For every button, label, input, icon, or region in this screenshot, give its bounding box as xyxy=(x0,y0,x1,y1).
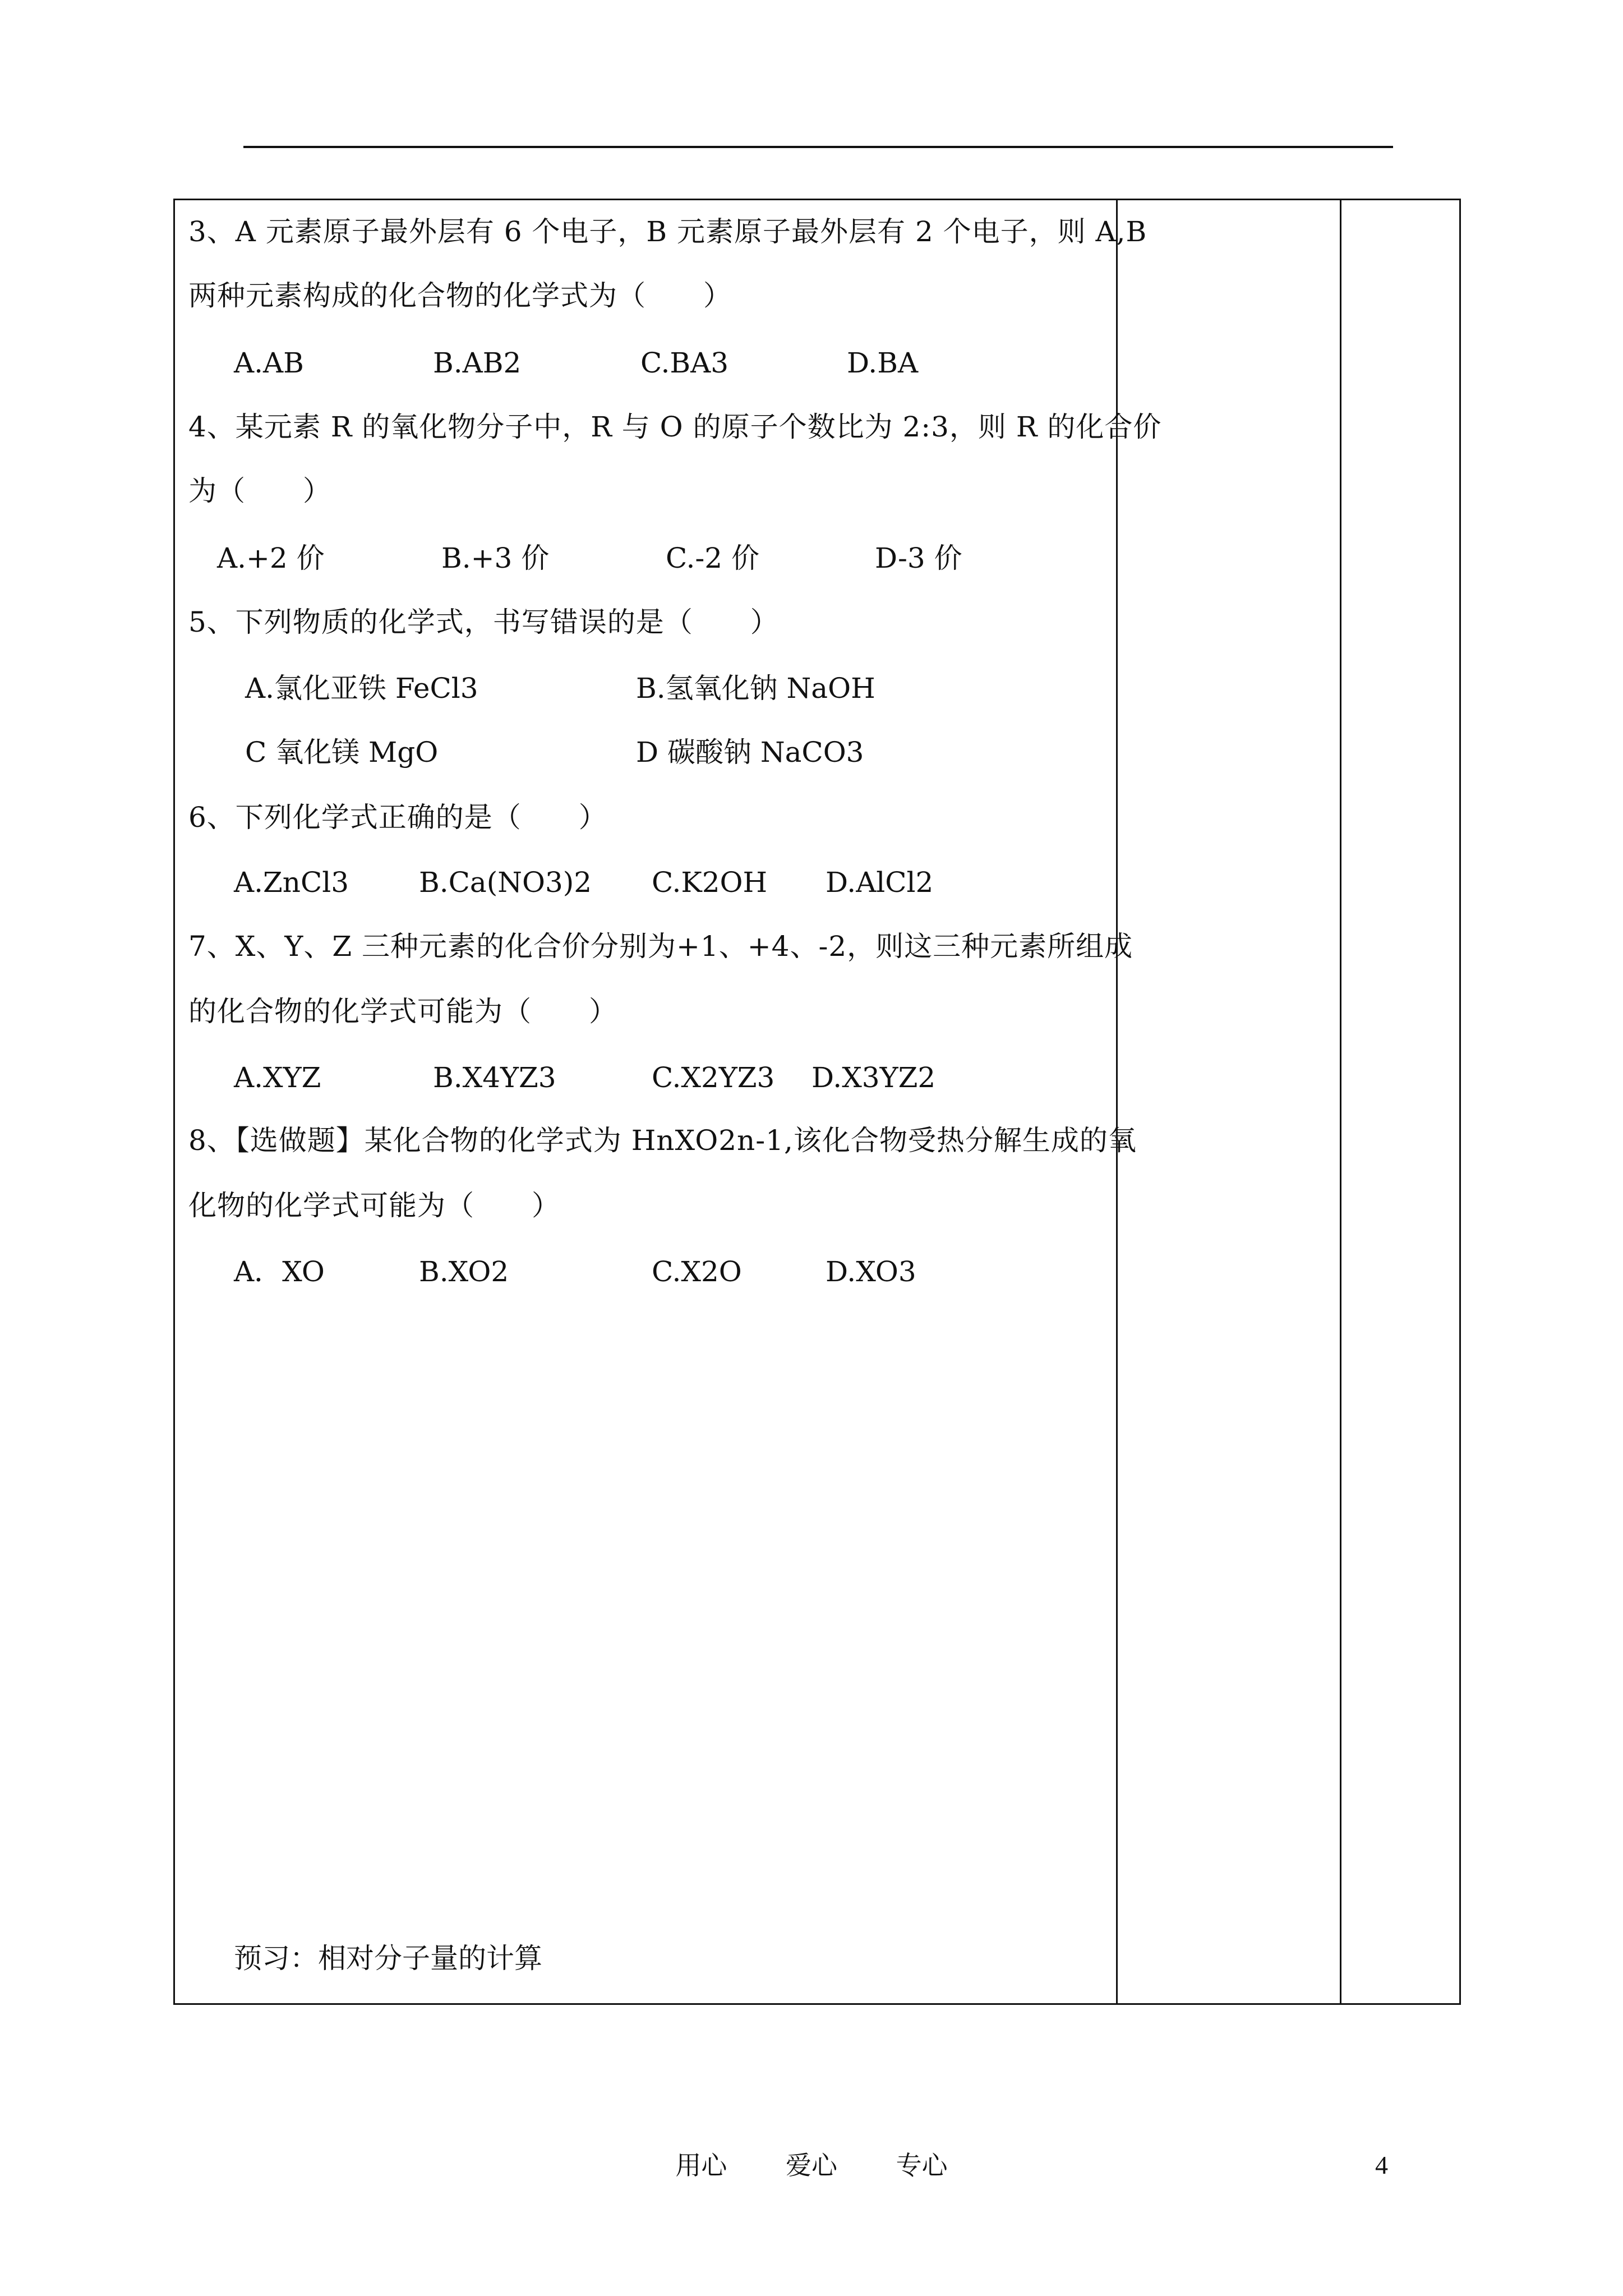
question-4-option-a: A.+2 价 xyxy=(217,542,325,574)
question-4-option-b: B.+3 价 xyxy=(441,542,550,574)
question-7-option-a: A.XYZ xyxy=(234,1061,321,1094)
question-3-option-b: B.AB2 xyxy=(433,347,522,379)
question-8-option-a: A．XO xyxy=(234,1255,325,1288)
question-6-option-c: C.K2OH xyxy=(652,866,768,899)
question-6-option-b: B.Ca(NO3)2 xyxy=(419,866,592,899)
question-7-option-d: D.X3YZ2 xyxy=(811,1061,936,1094)
question-4-option-d: D-3 价 xyxy=(875,542,962,574)
question-7-option-b: B.X4YZ3 xyxy=(433,1061,556,1094)
question-3-line-1: 3、A 元素原子最外层有 6 个电子，B 元素原子最外层有 2 个电子，则 A,B xyxy=(188,215,1147,248)
question-3-option-d: D.BA xyxy=(847,347,919,379)
question-8-option-d: D.XO3 xyxy=(826,1255,916,1288)
question-4-line-2: 为（ ） xyxy=(188,475,331,507)
worksheet-table xyxy=(173,199,1461,2005)
question-7-option-c: C.X2YZ3 xyxy=(652,1061,775,1094)
question-4-line-1: 4、某元素 R 的氧化物分子中，R 与 O 的原子个数比为 2:3，则 R 的化合价 xyxy=(188,411,1162,443)
question-5-line-1: 5、下列物质的化学式，书写错误的是（ ） xyxy=(188,606,779,638)
question-5-option-a: A.氯化亚铁 FeCl3 xyxy=(245,672,478,705)
question-6-line-1: 6、下列化学式正确的是（ ） xyxy=(188,801,607,834)
footer-slogan-item: 用心 xyxy=(675,2150,727,2180)
question-5-option-b: B.氢氧化钠 NaOH xyxy=(636,672,875,705)
question-8-option-b: B.XO2 xyxy=(419,1255,509,1288)
question-6-option-a: A.ZnCl3 xyxy=(234,866,349,899)
question-4-option-c: C.-2 价 xyxy=(666,542,759,574)
question-6-option-d: D.AlCl2 xyxy=(826,866,934,899)
question-5-option-d: D 碳酸钠 NaCO3 xyxy=(636,736,864,769)
question-8-line-1: 8、【选做题】某化合物的化学式为 HnXO2n-1,该化合物受热分解生成的氧 xyxy=(188,1124,1137,1157)
question-3-option-a: A.AB xyxy=(234,347,304,379)
footer-slogan-item: 专心 xyxy=(896,2150,948,2180)
question-3-option-c: C.BA3 xyxy=(640,347,729,379)
column-divider xyxy=(1340,200,1341,2003)
column-divider xyxy=(1116,200,1118,2003)
header-rule xyxy=(243,146,1393,148)
question-7-line-2: 的化合物的化学式可能为（ ） xyxy=(188,995,617,1028)
questions-cell xyxy=(175,200,1162,2003)
question-7-line-1: 7、X、Y、Z 三种元素的化合价分别为+1、+4、-2，则这三种元素所组成 xyxy=(188,930,1133,963)
question-3-line-2: 两种元素构成的化合物的化学式为（ ） xyxy=(188,279,732,312)
page-number: 4 xyxy=(1375,2151,1388,2179)
question-5-option-c: C 氧化镁 MgO xyxy=(245,736,439,769)
preview-note: 预习：相对分子量的计算 xyxy=(234,1942,542,1975)
footer-slogan-item: 爱心 xyxy=(786,2150,837,2180)
question-8-line-2: 化物的化学式可能为（ ） xyxy=(188,1189,560,1222)
question-8-option-c: C.X2O xyxy=(652,1255,742,1288)
